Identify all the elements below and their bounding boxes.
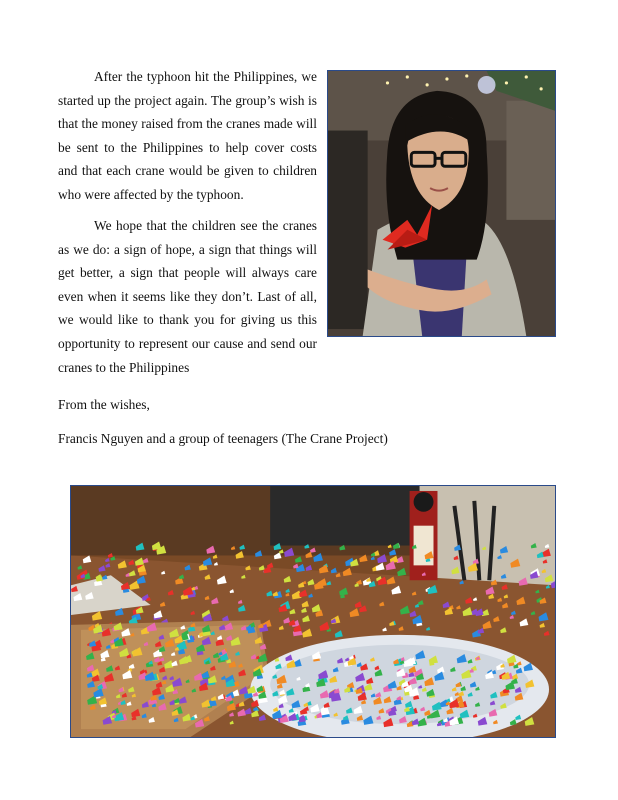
photo-crane-baskets bbox=[70, 485, 556, 738]
photo-girl-illustration bbox=[328, 71, 555, 336]
photo-girl-with-crane bbox=[327, 70, 556, 337]
paragraph-typhoon bbox=[58, 65, 317, 207]
photo-cranes-illustration bbox=[71, 486, 555, 737]
paragraph-hope bbox=[58, 214, 317, 379]
paragraph-typhoon-text: After the typhoon hit the Philippines, we started up the project again. The group’s wish is that the money raised from the cranes made will be sent to the Philippines to help cover costs and that each crane would be given to children who were affected by the typhoon. bbox=[58, 69, 317, 202]
signature-line: Francis Nguyen and a group of teenagers (The Crane Project) bbox=[58, 431, 388, 446]
paragraph-hope-text: We hope that the children see the cranes as we do: a sign of hope, a sign that things will get better, a sign that people will always care even when it seems like they don’t. Last of all, we would like to thank you for giving us this opportunity to represent our cause and send our cranes to the Philippines bbox=[58, 218, 317, 375]
closing-line: From the wishes, bbox=[58, 397, 150, 412]
